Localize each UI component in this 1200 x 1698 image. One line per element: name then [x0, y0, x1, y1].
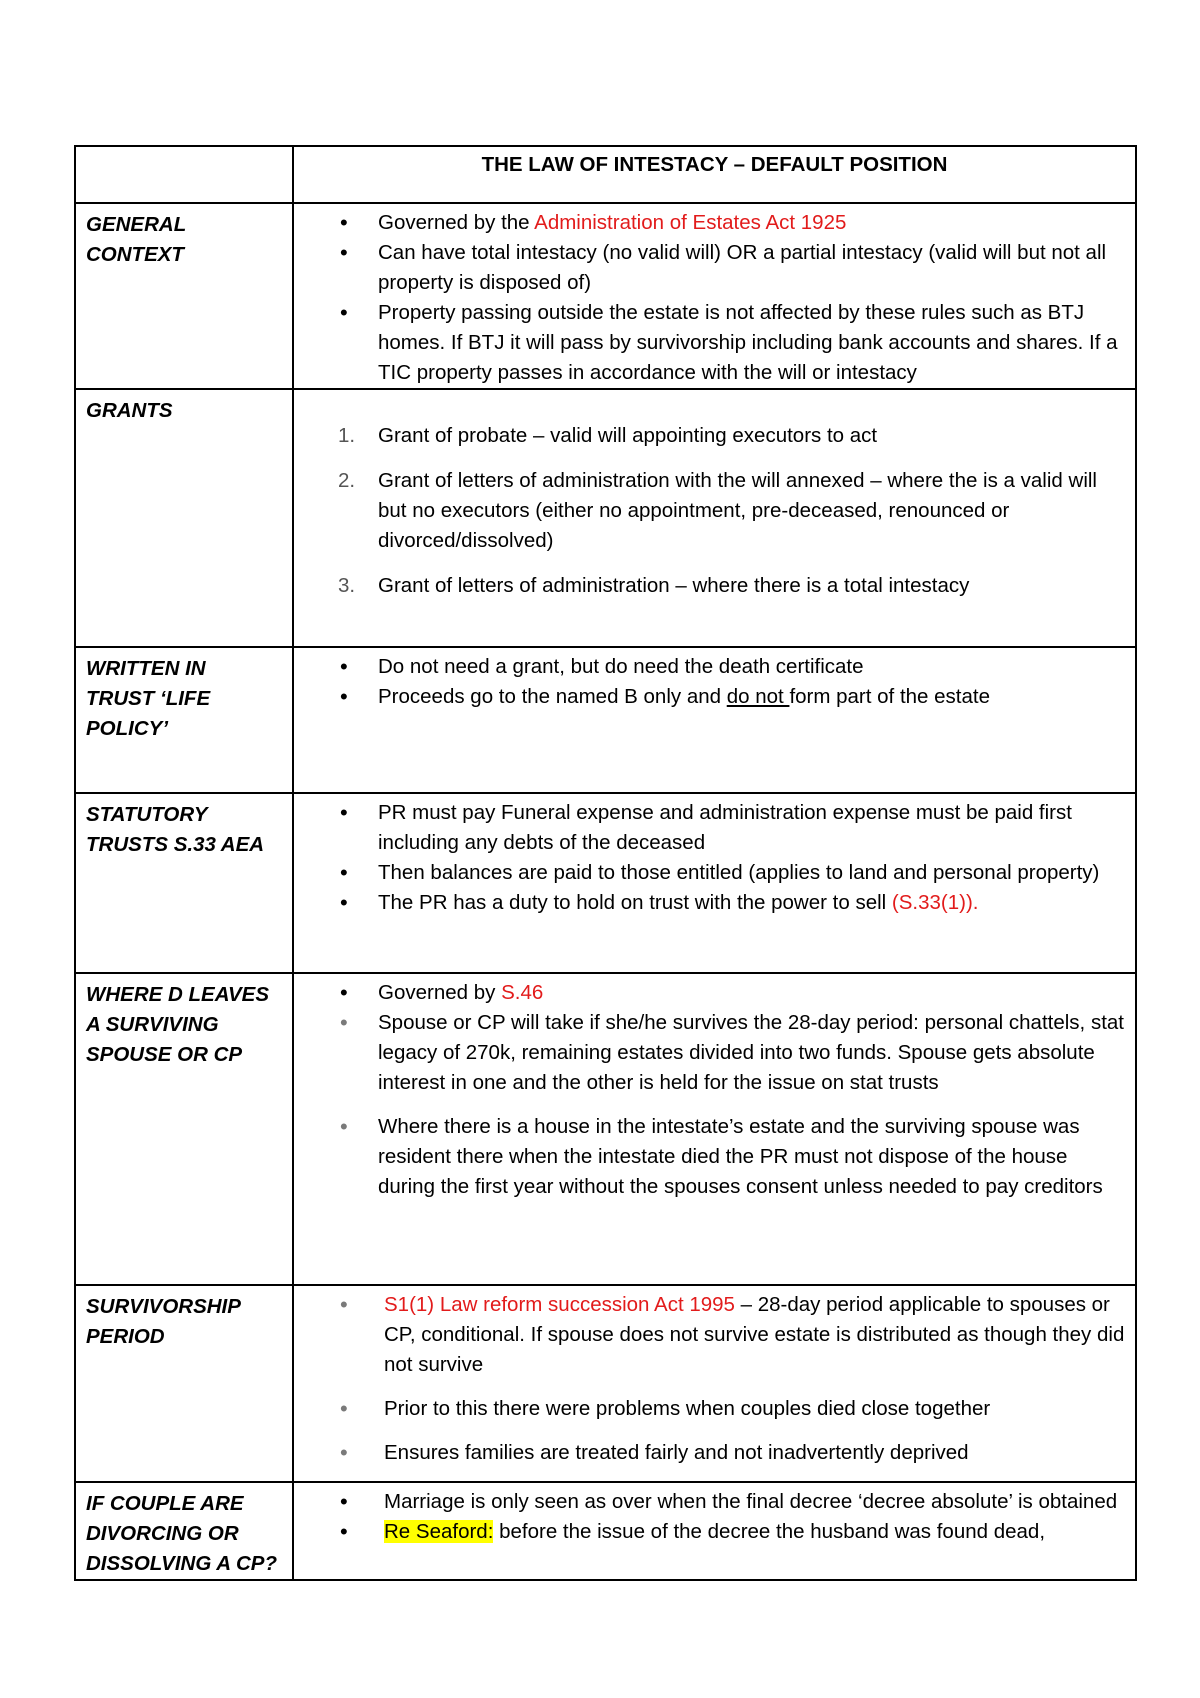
row-survivorship-period: [75, 1285, 1136, 1482]
underlined-text: do not: [726, 685, 790, 708]
row-label-written-in-trust: WRITTEN IN TRUST ‘LIFE POLICY’: [75, 647, 293, 793]
list-item: • PR must pay Funeral expense and administration expense must be paid first including any debts of the deceased: [294, 798, 1135, 858]
list-item: • Prior to this there were problems when couples died close together: [294, 1394, 1135, 1424]
row-content-written-in-trust: [293, 647, 1136, 793]
row-content-survivorship-period: [293, 1285, 1136, 1482]
row-label-general-context: GENERAL CONTEXT: [75, 203, 293, 389]
row-content-statutory-trusts: [293, 793, 1136, 973]
row-grants: [75, 389, 1136, 647]
list-item: • Where there is a house in the intestate’s estate and the surviving spouse was resident there when the intestate died the PR must not dispose of the house during the first year without the spouses consent unless needed to pay creditors: [294, 1112, 1135, 1202]
row-content-divorcing-couple: [293, 1482, 1136, 1580]
highlighted-case-name: Re Seaford:: [384, 1520, 494, 1543]
table-header-row: [75, 146, 1136, 203]
row-statutory-trusts: [75, 793, 1136, 973]
list-item: 2. Grant of letters of administration with the will annexed – where the is a valid will but no executors (either no appointment, pre-deceased, renounced or divorced/dissolved): [338, 469, 1097, 552]
list-item: • Spouse or CP will take if she/he survives the 28-day period: personal chattels, stat legacy of 270k, remaining estates divided into two funds. Spouse gets absolute interest in one and the other is held for the issue on stat trusts: [294, 1008, 1135, 1098]
row-divorcing-couple: [75, 1482, 1136, 1580]
statute-reference: (S.33(1)).: [891, 891, 979, 914]
list-item: • Proceeds go to the named B only and do not form part of the estate: [294, 682, 1135, 712]
list-item: • The PR has a duty to hold on trust with the power to sell (S.33(1)).: [294, 888, 1135, 918]
row-label-statutory-trusts: STATUTORY TRUSTS S.33 AEA: [75, 793, 293, 973]
header-empty-cell: [75, 146, 293, 203]
list-item: • Property passing outside the estate is not affected by these rules such as BTJ homes. If BTJ it will pass by survivorship including bank accounts and shares. If a TIC property passes in accordance with the will or intestacy: [294, 298, 1135, 388]
list-item: • Can have total intestacy (no valid will) OR a partial intestacy (valid will but not all property is disposed of): [294, 238, 1135, 298]
row-label-survivorship-period: SURVIVORSHIP PERIOD: [75, 1285, 293, 1482]
table-title: THE LAW OF INTESTACY – DEFAULT POSITION: [293, 146, 1136, 203]
row-content-surviving-spouse: [293, 973, 1136, 1285]
row-written-in-trust: [75, 647, 1136, 793]
statute-reference: S1(1) Law reform succession Act 1995: [384, 1293, 735, 1316]
row-label-divorcing-couple: IF COUPLE ARE DIVORCING OR DISSOLVING A CP?: [75, 1482, 293, 1580]
row-surviving-spouse: [75, 973, 1136, 1285]
row-content-general-context: [293, 203, 1136, 389]
list-item: • Marriage is only seen as over when the final decree ‘decree absolute’ is obtained: [294, 1487, 1135, 1517]
list-item: • S1(1) Law reform succession Act 1995 – 28-day period applicable to spouses or CP, conditional. If spouse does not survive estate is distributed as though they did not survive: [294, 1290, 1135, 1380]
row-general-context: [75, 203, 1136, 389]
list-item: • Governed by the Administration of Estates Act 1925: [294, 208, 1135, 238]
row-label-grants: GRANTS: [75, 389, 293, 647]
row-label-surviving-spouse: WHERE D LEAVES A SURVIVING SPOUSE OR CP: [75, 973, 293, 1285]
list-item: • Then balances are paid to those entitled (applies to land and personal property): [294, 858, 1135, 888]
intestacy-table: [74, 145, 1137, 1581]
statute-reference: S.46: [501, 981, 544, 1004]
row-content-grants: [293, 389, 1136, 647]
list-item: • Do not need a grant, but do need the death certificate: [294, 652, 1135, 682]
list-item: 3. Grant of letters of administration – where there is a total intestacy: [338, 574, 970, 597]
list-item: • Governed by S.46: [294, 978, 1135, 1008]
list-item: • Re Seaford: before the issue of the decree the husband was found dead,: [294, 1517, 1135, 1547]
list-item: • Ensures families are treated fairly and not inadvertently deprived: [294, 1438, 1135, 1468]
statute-reference: Administration of Estates Act 1925: [534, 211, 847, 234]
list-item: 1. Grant of probate – valid will appointing executors to act: [338, 424, 878, 447]
